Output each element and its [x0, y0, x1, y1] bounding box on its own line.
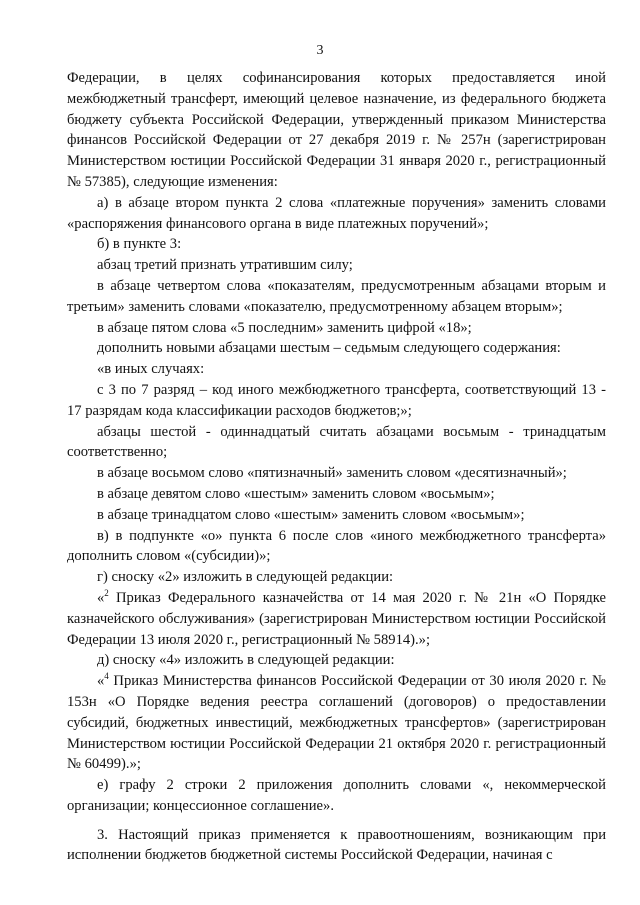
quote-mark: «: [97, 589, 105, 606]
paragraph-item-b-4: дополнить новыми абзацами шестым – седьмым следующего содержания:: [97, 340, 561, 357]
paragraph-item-d-heading: д) сноску «4» изложить в следующей редакции:: [97, 652, 395, 669]
paragraph-gap: [67, 817, 606, 825]
paragraph-item-b-6: с 3 по 7 разряд – код иного межбюджетного трансферта, соответствующий 13 - 17 разрядам кода классификации расходов бюджетов;»;: [67, 381, 606, 419]
paragraph-item-v: в) в подпункте «о» пункта 6 после слов «иного межбюджетного трансферта» дополнить словом «(субсидии)»;: [67, 527, 606, 565]
paragraph-item-b-2: в абзаце четвертом слова «показателям, предусмотренным абзацами вторым и третьим» заменить словами «показателю, предусмотренному абзацем вторым»;: [67, 277, 606, 315]
footnote-2-text: Приказ Федерального казначейства от 14 мая 2020 г. № 21н «О Порядке казначейского обслуживания» (зарегистрирован Министерством юстиции Российской Федерации 13 июля 2020 г., регистрационный № 58914).»;: [67, 589, 606, 648]
footnote-4-text: Приказ Министерства финансов Российской Федерации от 30 июля 2020 г. № 153н «О Порядке ведения реестра соглашений (договоров) о предоставлении субсидий, бюджетных инвестиций, межбюджетных трансфертов» (зарегистрирован Министерством юстиции Российской Федерации 21 октября 2020 г. регистрационный № 60499).»;: [67, 673, 606, 773]
paragraph-item-b-1: абзац третий признать утратившим силу;: [97, 257, 353, 274]
paragraph-intro: Федерации, в целях софинансирования которых предоставляется иной межбюджетный трансферт, имеющий целевое назначение, из федерального бюджета бюджету субъекта Российской Федерации, утвержденный приказом Министерства финансов Российской Федерации от 27 декабря 2019 г. № 257н (зарегистрирован Министерством юстиции Российской Федерации 31 января 2020 г., регистрационный № 57385), следующие изменения:: [67, 70, 606, 190]
paragraph-footnote-4: [67, 671, 606, 775]
paragraph-item-a: а) в абзаце втором пункта 2 слова «платежные поручения» заменить словами «распоряжения финансового органа в виде платежных поручений»;: [67, 194, 606, 232]
paragraph-item-b-10: в абзаце тринадцатом слово «шестым» заменить словом «восьмым»;: [97, 506, 525, 523]
paragraph-item-b-5: «в иных случаях:: [97, 361, 205, 378]
paragraph-item-b-3: в абзаце пятом слова «5 последним» заменить цифрой «18»;: [97, 319, 472, 336]
paragraph-item-e: е) графу 2 строки 2 приложения дополнить словами «, некоммерческой организации; концессионное соглашение».: [67, 777, 606, 814]
paragraph-item-b-8: в абзаце восьмом слово «пятизначный» заменить словом «десятизначный»;: [97, 465, 567, 482]
page-number: 3: [316, 43, 324, 58]
paragraph-item-g-heading: г) сноску «2» изложить в следующей редакции:: [97, 569, 394, 586]
paragraph-item-3: 3. Настоящий приказ применяется к правоотношениям, возникающим при исполнении бюджетов бюджетной системы Российской Федерации, начиная с: [67, 826, 606, 864]
paragraph-item-b-9: в абзаце девятом слово «шестым» заменить словом «восьмым»;: [97, 485, 495, 502]
footnote-marker-4: 4: [104, 671, 109, 682]
footnote-marker-2: 2: [104, 588, 109, 599]
document-body: [67, 68, 606, 866]
paragraph-item-b-7: абзацы шестой - одиннадцатый считать абзацами восьмым - тринадцатым соответственно;: [67, 423, 606, 461]
quote-mark: «: [97, 673, 105, 690]
paragraph-footnote-2: [67, 588, 606, 650]
paragraph-item-b-heading: б) в пункте 3:: [97, 236, 182, 253]
